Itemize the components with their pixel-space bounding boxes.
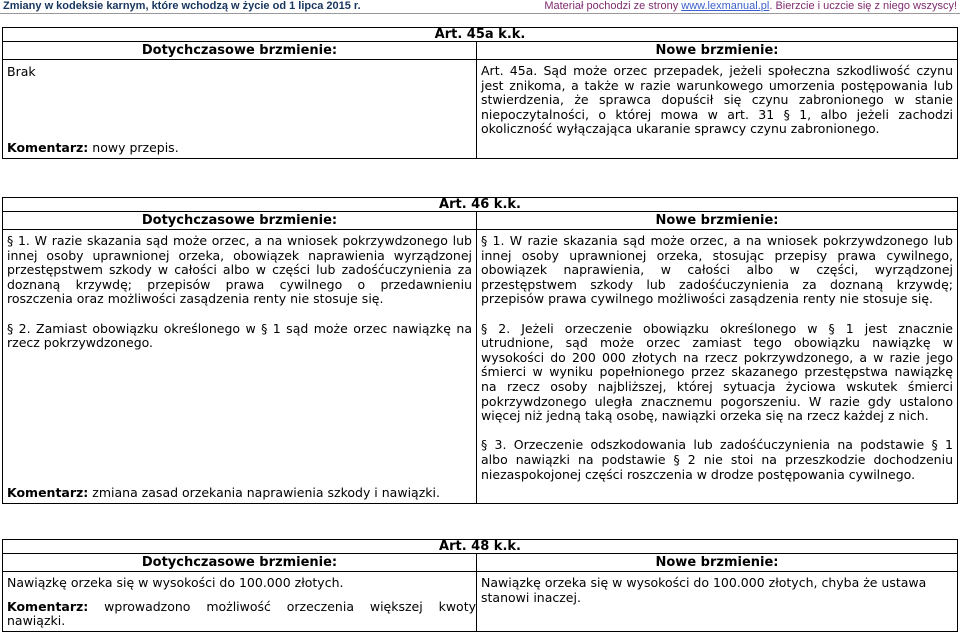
comment-text: nowy przepis. xyxy=(88,140,179,156)
page-header xyxy=(0,0,960,14)
old-wording-header: Dotychczasowe brzmienie: xyxy=(3,42,477,60)
old-paragraph-2: § 2. Zamiast obowiązku określonego w § 1 sąd może orzec nawiązkę na rzecz pokrzywdzonego. xyxy=(7,320,472,351)
new-paragraph-1: § 1. W razie skazania sąd może orzec, a na wniosek pokrzywdzonego lub innej osoby uprawnionej orzeka, stosując przepisy prawa cywilnego, obowiązek naprawienia, w całości albo w części, wyrządzonej przestępstwem szkody lub zadośćuczynienia za doznaną krzywdę; przepisów prawa cywilnego możliwości zasądzenia renty nie stosuje się. xyxy=(481,233,953,307)
source-note: Materiał pochodzi ze strony www.lexmanual.pl. Bierzcie i uczcie się z niego wszyscy! xyxy=(544,0,957,12)
new-wording-cell xyxy=(477,572,958,632)
article-48-section xyxy=(2,539,957,632)
old-wording-cell xyxy=(3,230,477,504)
old-paragraph-1: § 1. W razie skazania sąd może orzec, a na wniosek pokrzywdzonego lub innej osoby uprawnionej orzeka, obowiązek naprawienia wyrządzonej przestępstwem szkody w całości albo w części lub zadośćuczynienia za doznaną krzywdę; przepisów prawa cywilnego o przedawnieniu roszczenia oraz możliwości zasądzenia renty nie stosuje się. xyxy=(7,233,472,307)
new-paragraph-2: § 2. Jeżeli orzeczenie obowiązku określonego w § 1 jest znacznie utrudnione, sąd może orzec zamiast tego obowiązku nawiązkę w wysokości do 200 000 złotych na rzecz pokrzywdzonego, a w razie jego śmierci w wyniku popełnionego przez skazanego przestępstwa nawiązkę na rzecz osoby najbliższej, której sytuacja życiowa wskutek śmierci pokrzywdzonego uległa znacznemu pogorszeniu. W razie gdy ustalono więcej niż jedną taką osobę, nawiązki orzeka się na rzecz każdej z nich. xyxy=(481,320,953,424)
new-wording-header: Nowe brzmienie: xyxy=(477,212,958,230)
new-wording-header: Nowe brzmienie: xyxy=(477,42,958,60)
comment xyxy=(7,600,476,629)
article-title: Art. 48 k.k. xyxy=(3,540,958,554)
article-46-table xyxy=(2,197,958,504)
comment-text: wprowadzono możliwość orzeczenia większej kwoty nawiązki. xyxy=(7,598,476,629)
article-title: Art. 45a k.k. xyxy=(3,28,958,42)
source-link[interactable]: www.lexmanual.pl xyxy=(681,0,770,12)
document-title: Zmiany w kodeksie karnym, które wchodzą w życie od 1 lipca 2015 r. xyxy=(3,0,361,12)
old-wording-cell xyxy=(3,572,477,632)
new-paragraph-3: § 3. Orzeczenie odszkodowania lub zadośćuczynienia na podstawie § 1 albo nawiązki na podstawie § 2 nie stoi na przeszkodzie dochodzeniu niezaspokojonej części roszczenia w drodze postępowania cywilnego. xyxy=(481,437,953,482)
new-paragraph: Art. 45a. Sąd może orzec przepadek, jeżeli społeczna szkodliwość czynu jest znikoma, a także w razie warunkowego umorzenia postępowania lub stwierdzenia, że sprawca dopuścił się czynu zabronionego w stanie niepoczytalności, o której mowa w art. 31 § 1, albo jeżeli zachodzi okoliczność wyłączająca ukaranie sprawcy czynu zabronionego. xyxy=(481,63,953,137)
article-48-table xyxy=(2,539,958,632)
comment xyxy=(7,486,440,501)
old-paragraph: Brak xyxy=(7,64,36,79)
old-wording-cell xyxy=(3,60,477,159)
comment-label: Komentarz: xyxy=(7,485,89,501)
new-paragraph: Nawiązkę orzeka się w wysokości do 100.000 złotych, chyba że ustawa stanowi inaczej. xyxy=(481,575,927,605)
header-rule xyxy=(0,13,960,14)
article-title: Art. 46 k.k. xyxy=(3,198,958,212)
old-wording-header: Dotychczasowe brzmienie: xyxy=(3,554,477,572)
comment-label: Komentarz: xyxy=(7,598,89,614)
comment-label: Komentarz: xyxy=(7,140,89,156)
old-paragraph: Nawiązkę orzeka się w wysokości do 100.000 złotych. xyxy=(7,575,344,590)
article-46-section xyxy=(2,197,957,504)
new-wording-cell xyxy=(477,230,958,504)
article-45a-table xyxy=(2,27,958,159)
old-wording-header: Dotychczasowe brzmienie: xyxy=(3,212,477,230)
new-wording-header: Nowe brzmienie: xyxy=(477,554,958,572)
new-wording-cell xyxy=(477,60,958,159)
comment-text: zmiana zasad orzekania naprawienia szkody i nawiązki. xyxy=(88,485,440,501)
comment xyxy=(7,141,179,156)
article-45a-section xyxy=(2,27,957,159)
